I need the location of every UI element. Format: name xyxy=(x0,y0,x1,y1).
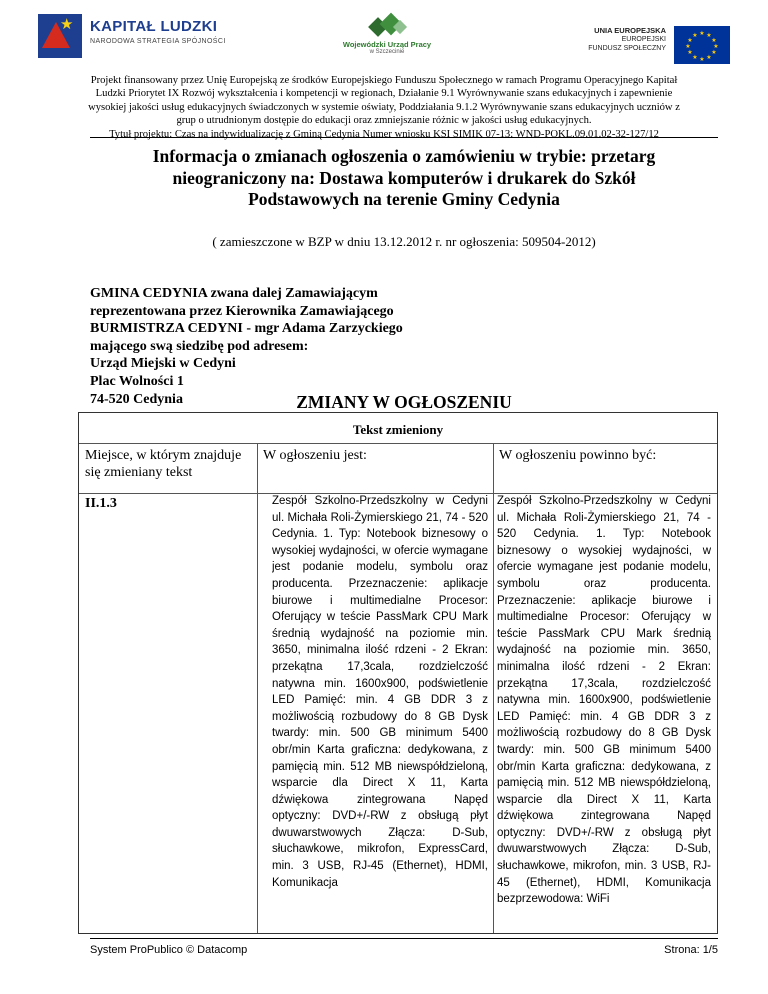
svg-text:★: ★ xyxy=(713,43,719,50)
svg-text:★: ★ xyxy=(711,49,717,56)
svg-text:★: ★ xyxy=(692,32,698,39)
kapital-ludzki-title: KAPITAŁ LUDZKI xyxy=(90,18,218,35)
title-line: nieograniczony na: Dostawa komputerów i drukarek do Szkół xyxy=(172,167,636,188)
wup-logo xyxy=(342,12,432,62)
eu-logo-line1: UNIA EUROPEJSKA xyxy=(594,26,666,35)
address-line: 74-520 Cedynia xyxy=(90,391,183,407)
col-place-header: Miejsce, w którym znajduje się zmieniany tekst xyxy=(85,448,242,480)
table-header: Tekst zmieniony xyxy=(352,422,444,437)
project-line: Ludzki Priorytet IX Rozwój wykształcenia i kompetencji w regionach, Działanie 9.1 Wyrównywanie szans edukacyjnych i zapewnienie xyxy=(95,88,673,100)
title-line: Podstawowych na terenie Gminy Cedynia xyxy=(248,189,560,209)
svg-text:★: ★ xyxy=(706,54,712,61)
svg-text:★: ★ xyxy=(699,56,705,63)
header-divider xyxy=(90,137,718,138)
col-corrected-header: W ogłoszeniu powinno być: xyxy=(499,448,657,463)
eu-logo-text xyxy=(588,26,666,53)
svg-text:★: ★ xyxy=(687,49,693,56)
kapital-ludzki-subtitle: NARODOWA STRATEGIA SPÓJNOŚCI xyxy=(90,38,226,45)
page-number: Strona: 1/5 xyxy=(664,944,718,956)
footer-divider xyxy=(90,938,718,939)
address-line: mającego swą siedzibę pod adresem: xyxy=(90,338,309,354)
row-place: II.1.3 xyxy=(85,496,117,511)
changes-heading: ZMIANY W OGŁOSZENIU xyxy=(296,392,512,412)
eu-logo-line3: FUNDUSZ SPOŁECZNY xyxy=(588,45,666,52)
contracting-authority-address xyxy=(90,285,403,408)
eu-logo-line2: EUROPEJSKI xyxy=(621,36,666,43)
eu-logo xyxy=(574,26,744,68)
svg-text:★: ★ xyxy=(699,30,705,37)
address-line: Urząd Miejski w Cedyni xyxy=(90,356,236,372)
address-line: reprezentowana przez Kierownika Zamawiającego xyxy=(90,303,394,319)
project-line: Tytuł projektu: Czas na indywidualizację z Gminą Cedynia Numer wniosku KSI SIMIK 07-13: WND-POKL.09.01.02-32-127/12 xyxy=(109,128,659,140)
svg-text:★: ★ xyxy=(692,54,698,61)
table-divider xyxy=(493,443,494,933)
kapital-ludzki-logo xyxy=(38,14,238,58)
svg-text:★: ★ xyxy=(711,37,717,44)
address-line: GMINA CEDYNIA zwana dalej Zamawiającym xyxy=(90,286,378,301)
project-line: wysokiej jakości usług edukacyjnych świadczonych w systemie oświaty, Poddziałania 9.1.2 Wyrównywanie szans edukacyjnych uczniów z xyxy=(88,101,680,113)
changes-table xyxy=(78,412,718,934)
svg-text:★: ★ xyxy=(687,37,693,44)
project-line: grup o utrudnionym dostępie do edukacji oraz zmniejszanie różnic w jakości usług edukacyjnych. xyxy=(176,115,592,127)
project-description xyxy=(36,74,732,141)
col-current-header: W ogłoszeniu jest: xyxy=(263,448,367,463)
wup-arrows-icon xyxy=(365,12,409,40)
wup-subtitle: w Szczecinie xyxy=(369,49,405,55)
svg-text:★: ★ xyxy=(685,43,691,50)
address-line: Plac Wolności 1 xyxy=(90,373,184,389)
footer-credit: System ProPublico © Datacomp xyxy=(90,944,248,956)
publication-info: ( zamieszczone w BZP w dniu 13.12.2012 r. nr ogłoszenia: 509504-2012) xyxy=(212,234,596,249)
project-line: Projekt finansowany przez Unię Europejską ze środków Europejskiego Funduszu Społecznego w ramach Programu Operacyjnego Kapitał xyxy=(90,75,678,86)
document-title xyxy=(90,146,718,211)
eu-flag-icon xyxy=(674,26,730,64)
title-line: Informacja o zmianach ogłoszenia o zamówieniu w trybie: przetarg xyxy=(152,146,656,166)
wup-title: Wojewódzki Urząd Pracy xyxy=(342,40,432,49)
row-current-text: Zespół Szkolno-Przedszkolny w Cedyni ul. Michała Roli-Żymierskiego 21, 74 - 520 Cedynia. 1. Typ: Notebook biznesowy o wysokiej wydajności, w ofercie wymagane jest podanie modelu, symbolu oraz producenta. Przeznaczenie: aplikacje biurowe i multimedialne Procesor: Oferujący w teście PassMark CPU Mark średnią wydajność na poziomie min. 3650, minimalna ilość rdzeni - 2 Ekran: przekątna 17,3cala, rozdzielczość natywna min. 1600x900, podświetlenie LED Pamięć: min. 4 GB DDR 3 z możliwością rozbudowy do 8 GB Dysk twardy: min. 500 GB minimum 5400 obr/min Karta graficzna: dedykowana, z pamięcią min. 512 MB niewspółdzieloną, wsparcie dla Direct X 11, Karta dźwiękowa zintegrowana Napęd optyczny: DVD+/-RW z obsługą płyt dwuwarstwowych Złącza: D-Sub, słuchawkowe, mikrofon, ExpressCard, min. 3 USB, RJ-45 (Ethernet), HDMI, Komunikacja xyxy=(272,495,488,889)
address-line: BURMISTRZA CEDYNI - mgr Adama Zarzyckiego xyxy=(90,321,403,337)
row-corrected-text: Zespół Szkolno-Przedszkolny w Cedyni ul. Michała Roli-Żymierskiego 21, 74 - 520 Cedynia. 1. Typ: Notebook biznesowy o wysokiej wydajności, w ofercie wymagane jest podanie modelu, symbolu oraz producenta. Przeznaczenie: aplikacje biurowe i multimedialne Procesor: Oferujący w teście PassMark CPU Mark średnią wydajność na poziomie min. 3650, minimalna ilość rdzeni - 2 Ekran: przekątna 17,3cala, rozdzielczość natywna min. 1600x900, podświetlenie LED Pamięć: min. 4 GB DDR 3 z możliwością rozbudowy do 8 GB Dysk twardy: min. 500 GB minimum 5400 obr/min Karta graficzna: dedykowana, z pamięcią min. 512 MB niewspółdzieloną, wsparcie dla Direct X 11, Karta dźwiękowa zintegrowana Napęd optyczny: DVD+/-RW z obsługą płyt dwuwarstwowych Złącza: D-Sub, słuchawkowe, mikrofon, min. 3 USB, RJ-45 (Ethernet), HDMI, Komunikacja bezprzewodowa: WiFi xyxy=(497,495,711,906)
svg-text:★: ★ xyxy=(706,32,712,39)
table-divider xyxy=(79,443,717,444)
table-divider xyxy=(257,443,258,933)
kapital-ludzki-emblem-icon: ★ xyxy=(38,14,82,58)
